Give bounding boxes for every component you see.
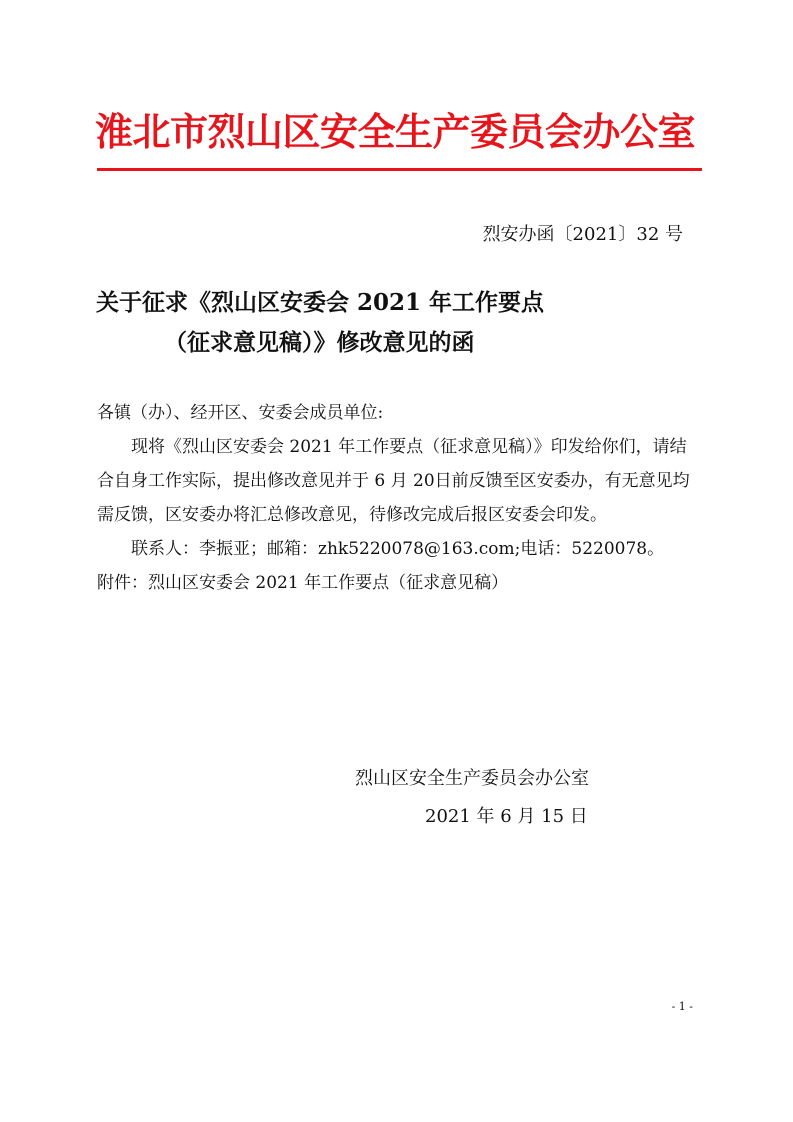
document-number: 烈安办函〔2021〕32 号 xyxy=(482,224,683,245)
document-title xyxy=(96,283,544,363)
header-org-title: 淮北市烈山区安全生产委员会办公室 xyxy=(95,109,696,154)
header-red-rule xyxy=(97,168,702,171)
attachment-line: 附件：烈山区安委会 2021 年工作要点（征求意见稿） xyxy=(97,573,509,593)
body-paragraph: 现将《烈山区安委会 2021 年工作要点（征求意见稿）》印发给你们，请结合自身工作实际，提出修改意见并于 6 月 20日前反馈至区安委办，有无意见均需反馈，区安委办将汇总修改意见，待修改完成后报区安委会印发。 xyxy=(97,437,690,525)
document-body xyxy=(97,396,697,600)
contact-line: 联系人：李振亚；邮箱：zhk5220078@163.com;电话：5220078。 xyxy=(131,539,665,559)
document-title-line-1: 关于征求《烈山区安委会 2021 年工作要点 xyxy=(96,289,545,316)
signature-org: 烈山区安全生产委员会办公室 xyxy=(355,768,589,789)
page-number: - 1 - xyxy=(671,1000,693,1013)
signature-date: 2021 年 6 月 15 日 xyxy=(425,806,588,827)
signature-block xyxy=(355,760,589,836)
document-title-line-2: （征求意见稿）》修改意见的函 xyxy=(164,329,475,356)
salutation: 各镇（办）、经开区、安委会成员单位: xyxy=(97,403,384,423)
